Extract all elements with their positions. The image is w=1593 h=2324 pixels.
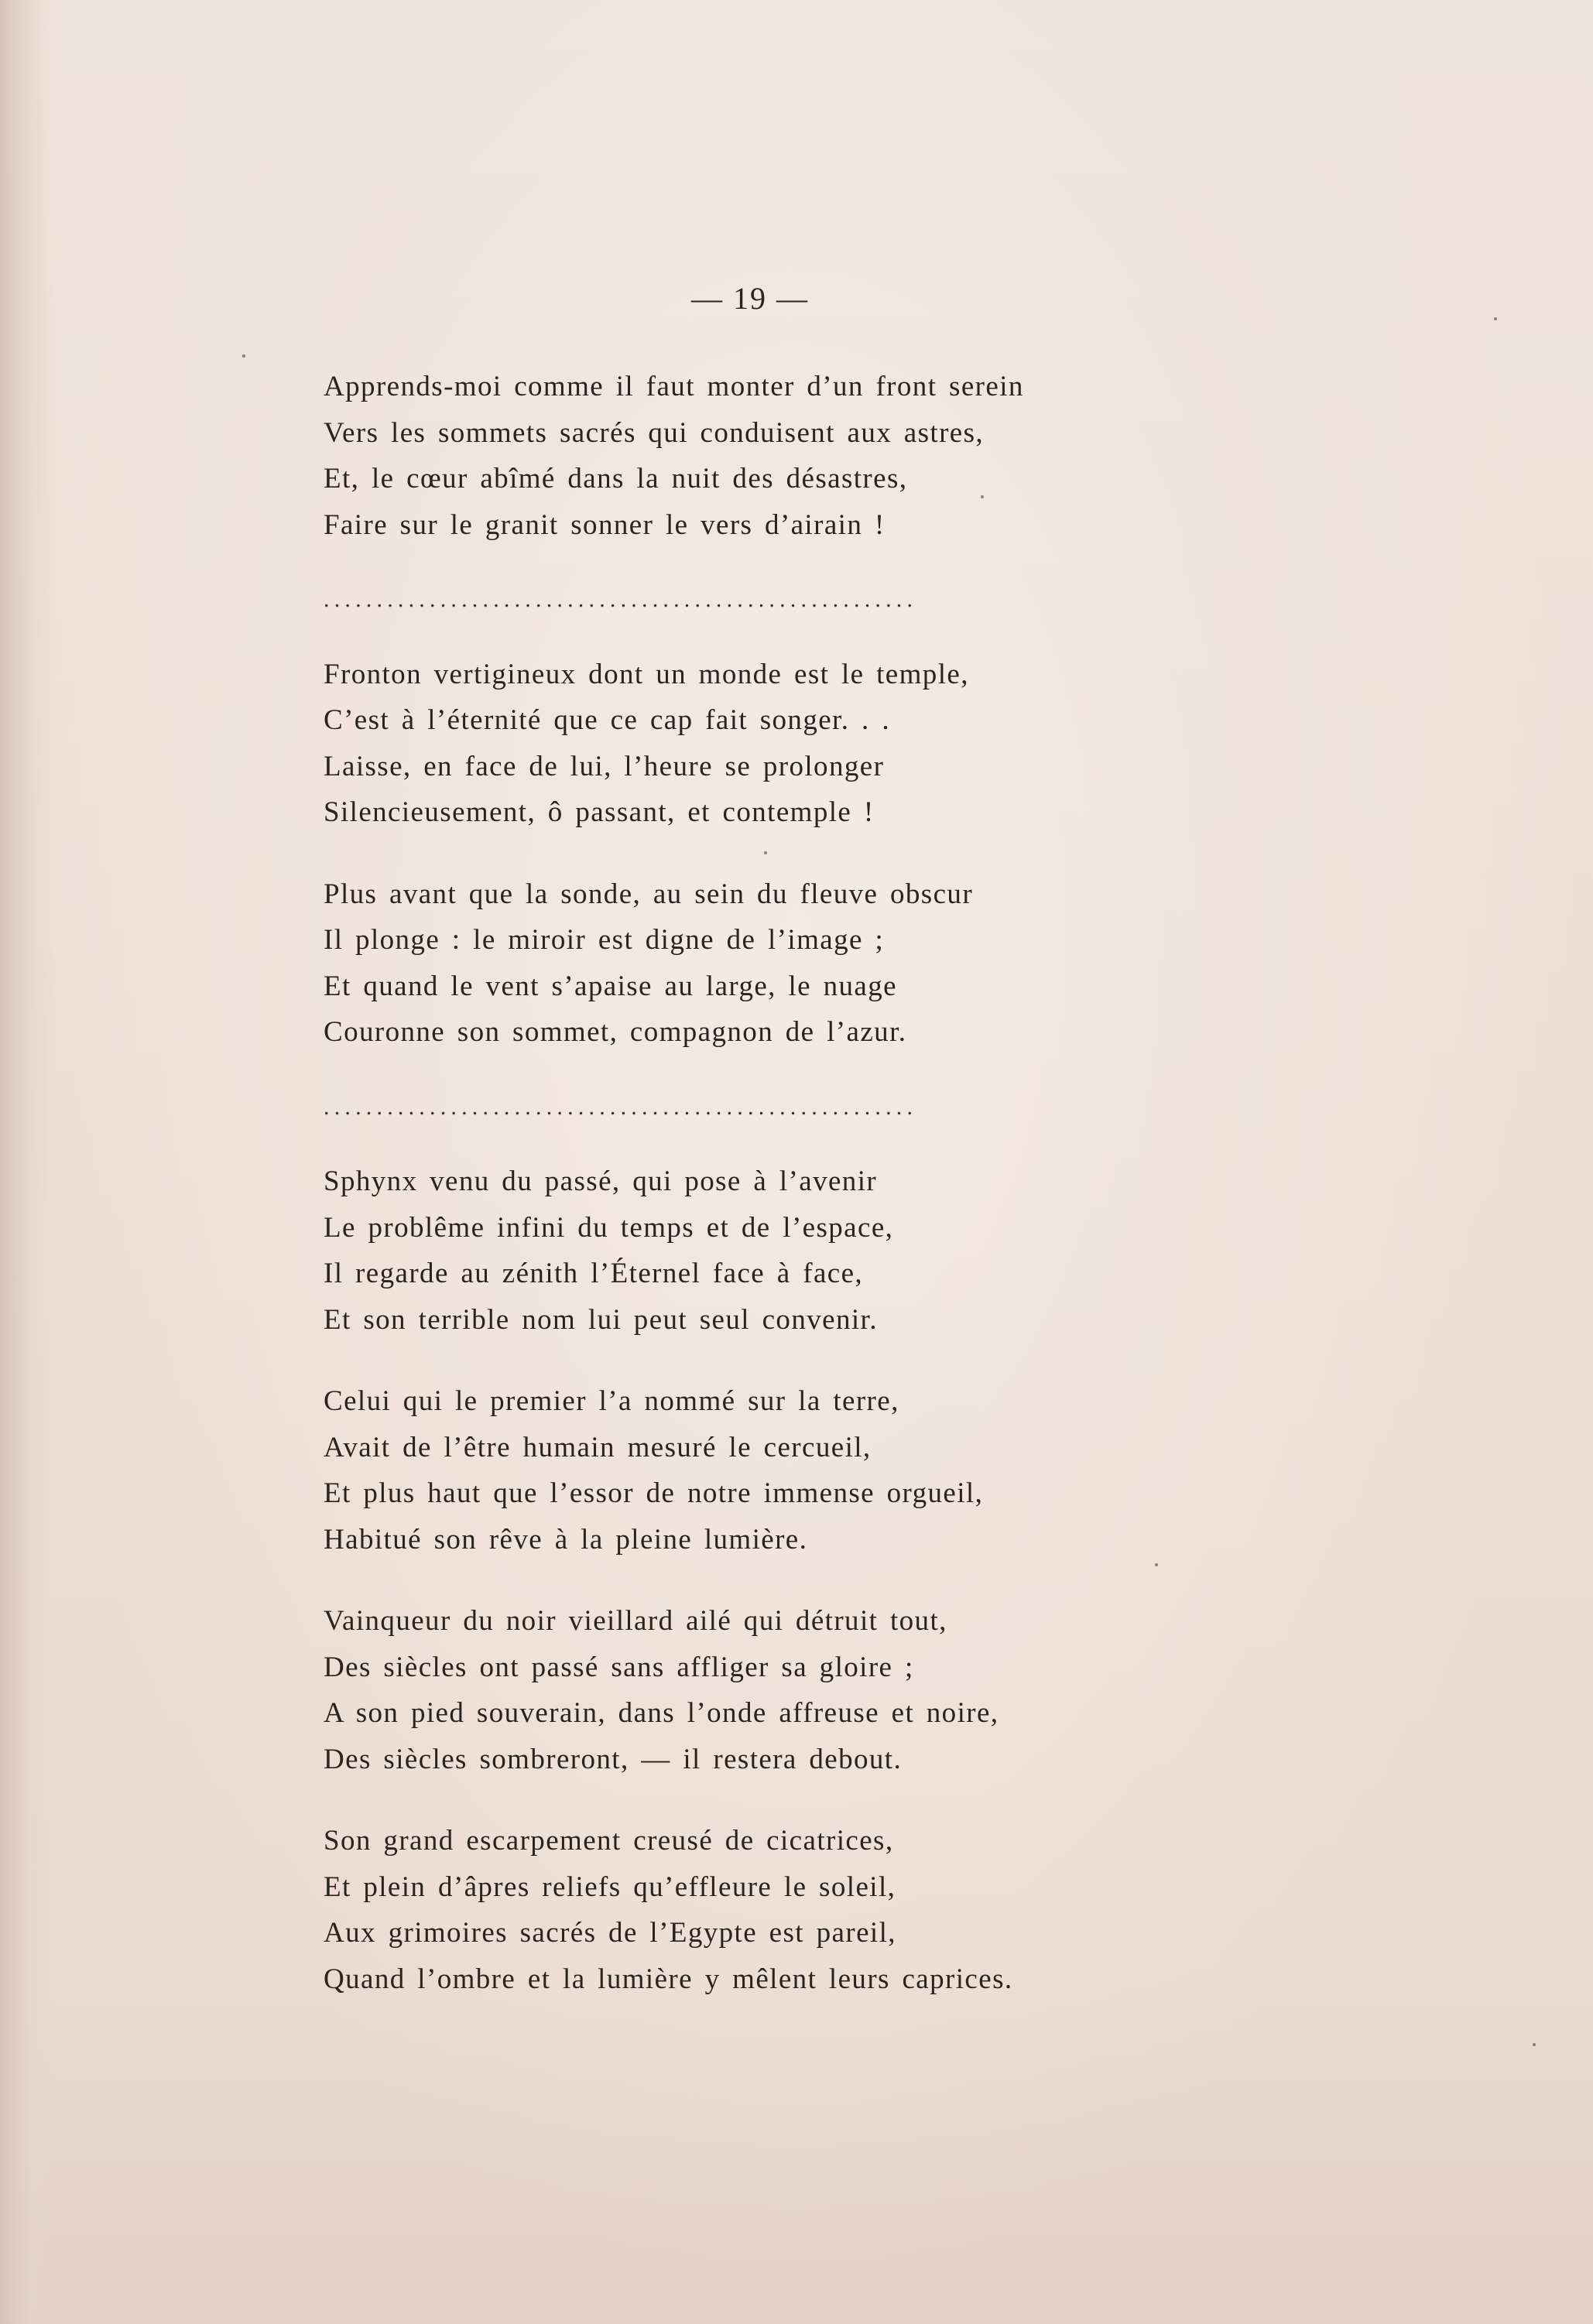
verse-line: Couronne son sommet, compagnon de l’azur. xyxy=(324,1016,907,1048)
verse-line: Et, le cœur abîmé dans la nuit des désastres, xyxy=(324,463,908,495)
verse-line: Des siècles sombreront, — il restera debout. xyxy=(324,1743,903,1775)
verse-line: Des siècles ont passé sans affliger sa gloire ; xyxy=(324,1651,914,1683)
verse-line: Celui qui le premier l’a nommé sur la terre, xyxy=(324,1385,899,1417)
verse-line: Vers les sommets sacrés qui conduisent aux astres, xyxy=(324,416,985,449)
verse-line: Et plus haut que l’essor de notre immense orgueil, xyxy=(324,1477,984,1509)
verse-line: Il plonge : le miroir est digne de l’image ; xyxy=(324,924,885,956)
paper-speck xyxy=(242,354,245,358)
verse-line: Aux grimoires sacrés de l’Egypte est pareil, xyxy=(324,1917,896,1949)
stanza-1 xyxy=(324,364,1175,548)
verse-line: Et quand le vent s’apaise au large, le nuage xyxy=(324,970,897,1002)
verse-line: Apprends-moi comme il faut monter d’un front serein xyxy=(324,371,1024,402)
stanza-4 xyxy=(324,1159,1175,1343)
verse-line: Faire sur le granit sonner le vers d’airain ! xyxy=(324,508,886,541)
verse-line: Fronton vertigineux dont un monde est le temple, xyxy=(324,658,969,690)
verse-line: Et plein d’âpres reliefs qu’effleure le soleil, xyxy=(324,1870,896,1903)
ellipsis-separator: ........................................................ xyxy=(324,587,918,612)
verse-line: Avait de l’être humain mesuré le cercueil, xyxy=(324,1431,872,1463)
paper-speck xyxy=(1533,2043,1536,2046)
verse-line: Et son terrible nom lui peut seul convenir. xyxy=(324,1303,878,1336)
paper-speck xyxy=(981,495,984,498)
ellipsis-separator: ........................................................ xyxy=(324,1094,918,1120)
verse-line: Laisse, en face de lui, l’heure se prolonger xyxy=(324,750,885,782)
stanza-3 xyxy=(324,871,1175,1056)
poem-body xyxy=(324,364,1175,2002)
verse-line: Sphynx venu du passé, qui pose à l’avenir xyxy=(324,1165,878,1197)
stanza-2 xyxy=(324,652,1175,836)
verse-line: C’est à l’éternité que ce cap fait songer. . . xyxy=(324,704,890,736)
stanza-5 xyxy=(324,1378,1175,1562)
verse-line: Son grand escarpement creusé de cicatrices, xyxy=(324,1825,894,1857)
verse-line: Habitué son rêve à la pleine lumière. xyxy=(324,1523,808,1556)
verse-line: Quand l’ombre et la lumière y mêlent leurs caprices. xyxy=(324,1963,1013,1995)
stanza-7 xyxy=(324,1818,1175,2002)
paper-speck xyxy=(1494,317,1497,320)
verse-line: Le problême infini du temps et de l’espace, xyxy=(324,1211,894,1244)
page-edge-shadow xyxy=(0,0,54,2324)
verse-line: Silencieusement, ô passant, et contemple ! xyxy=(324,796,875,828)
paper-speck xyxy=(1155,1563,1158,1566)
page-number: — 19 — xyxy=(691,281,809,316)
paper-speck xyxy=(764,851,767,854)
verse-line: Plus avant que la sonde, au sein du fleuve obscur xyxy=(324,878,974,910)
verse-line: A son pied souverain, dans l’onde affreuse et noire, xyxy=(324,1697,999,1729)
verse-line: Vainqueur du noir vieillard ailé qui détruit tout, xyxy=(324,1605,947,1637)
stanza-6 xyxy=(324,1598,1175,1782)
verse-line: Il regarde au zénith l’Éternel face à face, xyxy=(324,1258,864,1289)
